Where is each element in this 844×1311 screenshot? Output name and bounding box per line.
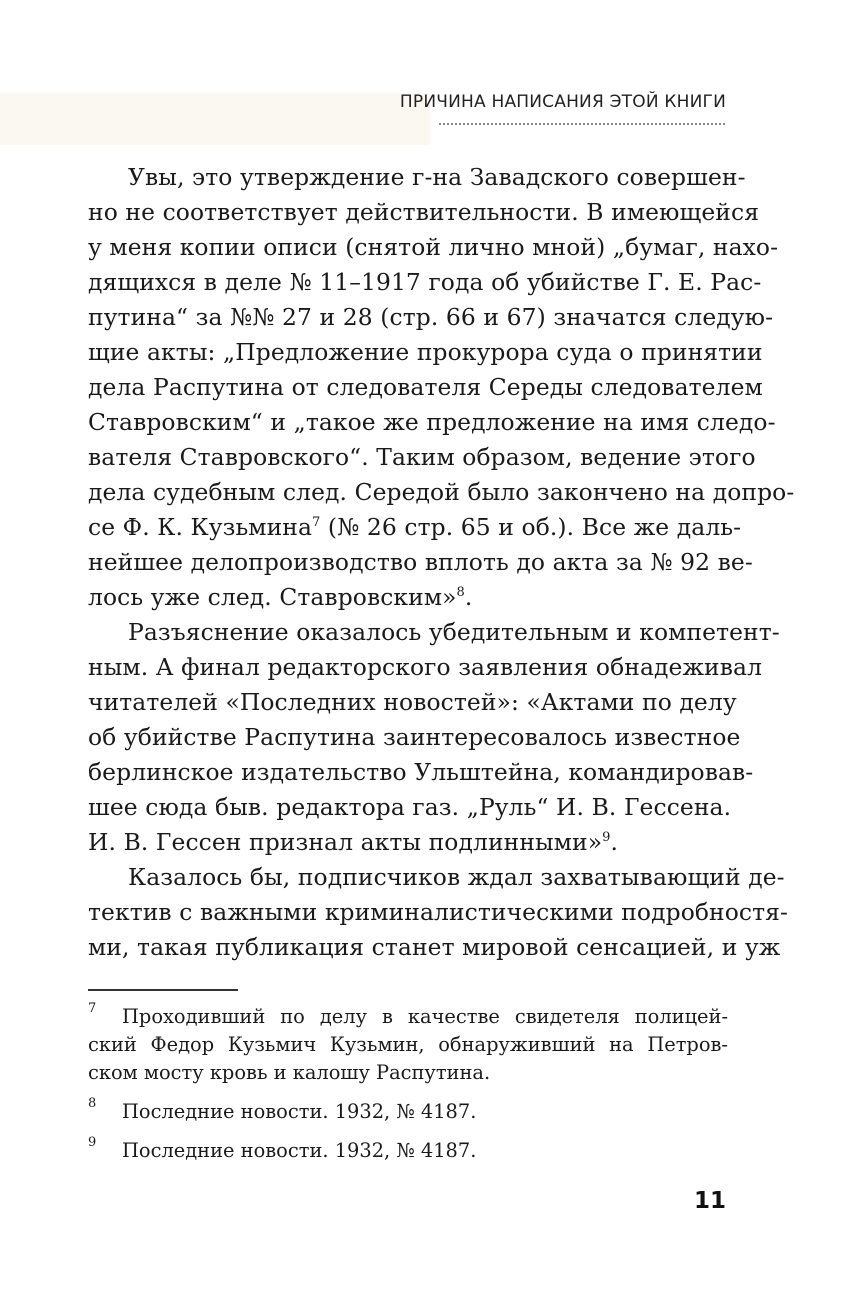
header-band (0, 93, 430, 145)
footnote-ref-8[interactable]: 8 (456, 585, 465, 600)
line-13-tail: . (464, 583, 473, 611)
paragraph-2-line-6: шее сюда быв. редактора газ. „Руль“ И. В. Гессена. (88, 793, 732, 821)
paragraph-2-line-5: берлинское издательство Ульштейна, командировав- (88, 758, 754, 786)
p2-line-7-head: И. В. Гессен признал акты подлинными» (88, 828, 603, 856)
paragraph-1-line-4: дящихся в деле № 11–1917 года об убийстве Г. Е. Рас- (88, 268, 762, 296)
running-head: ПРИЧИНА НАПИСАНИЯ ЭТОЙ КНИГИ (399, 92, 726, 112)
paragraph-3-line-1: Казалось бы, подписчиков ждал захватывающий де- (128, 863, 785, 891)
header-rule (439, 123, 725, 125)
footnote-9 (88, 1137, 728, 1165)
paragraph-1-line-6: щие акты: „Предложение прокурора суда о принятии (88, 338, 763, 366)
p2-line-7-tail: . (610, 828, 619, 856)
paragraph-1-line-8: Ставровским“ и „такое же предложение на имя следо- (88, 408, 776, 436)
line-13-head: лось уже след. Ставровским» (88, 583, 457, 611)
paragraph-2-line-3: читателей «Последних новостей»: «Актами по делу (88, 688, 737, 716)
paragraph-1-line-2: но не соответствует действительности. В имеющейся (88, 198, 760, 226)
footnote-8-line-1: Последние новости. 1932, № 4187. (122, 1100, 477, 1123)
footnote-7-line-2: ский Федор Кузьмич Кузьмин, обнаруживший на Петров- (88, 1033, 728, 1056)
paragraph-3-line-2: тектив с важными криминалистическими подробностя- (88, 898, 789, 926)
paragraph-1-line-10: дела судебным след. Середой было закончено на допро- (88, 478, 795, 506)
paragraph-1-line-9: вателя Ставровского“. Таким образом, ведение этого (88, 443, 756, 471)
footnote-ref-9[interactable]: 9 (602, 830, 611, 845)
paragraph-1-line-12: нейшее делопроизводство вплоть до акта за № 92 ве- (88, 548, 753, 576)
body-text (88, 160, 795, 965)
footnote-number: 9 (88, 1135, 97, 1150)
paragraph-2-line-1: Разъяснение оказалось убедительным и компетент- (128, 618, 780, 646)
footnote-7 (88, 1003, 728, 1087)
paragraph-2-line-2: ным. А финал редакторского заявления обнадеживал (88, 653, 763, 681)
footnote-number: 7 (88, 1001, 97, 1016)
footnote-number: 8 (88, 1096, 97, 1111)
paragraph-1-line-3: у меня копии описи (снятой лично мной) „бумаг, нахо- (88, 233, 779, 261)
footnote-rule (88, 989, 238, 991)
paragraph-1-line-13 (88, 580, 728, 615)
paragraph-3-line-3: ми, такая публикация станет мировой сенсацией, и уж (88, 933, 781, 961)
footnotes (88, 1003, 728, 1176)
paragraph-2-line-4: об убийстве Распутина заинтересовалось известное (88, 723, 741, 751)
paragraph-2-line-7 (88, 825, 728, 860)
footnote-8 (88, 1098, 728, 1126)
line-11-tail: (№ 26 стр. 65 и об.). Все же даль- (320, 513, 742, 541)
paragraph-1-line-11 (88, 510, 742, 545)
line-11-head: се Ф. К. Кузьмина (88, 513, 313, 541)
footnote-7-line-1: Проходивший по делу в качестве свидетеля полицей- (122, 1005, 728, 1028)
footnote-ref-7[interactable]: 7 (312, 515, 321, 530)
paragraph-1-line-1: Увы, это утверждение г-на Завадского совершен- (128, 163, 746, 191)
footnote-9-line-1: Последние новости. 1932, № 4187. (122, 1139, 477, 1162)
paragraph-1-line-5: путина“ за №№ 27 и 28 (стр. 66 и 67) значатся следую- (88, 303, 774, 331)
paragraph-1-line-7: дела Распутина от следователя Середы следователем (88, 373, 763, 401)
page-number: 11 (693, 1188, 726, 1214)
footnote-7-line-3: ском мосту кровь и калошу Распутина. (88, 1061, 491, 1084)
